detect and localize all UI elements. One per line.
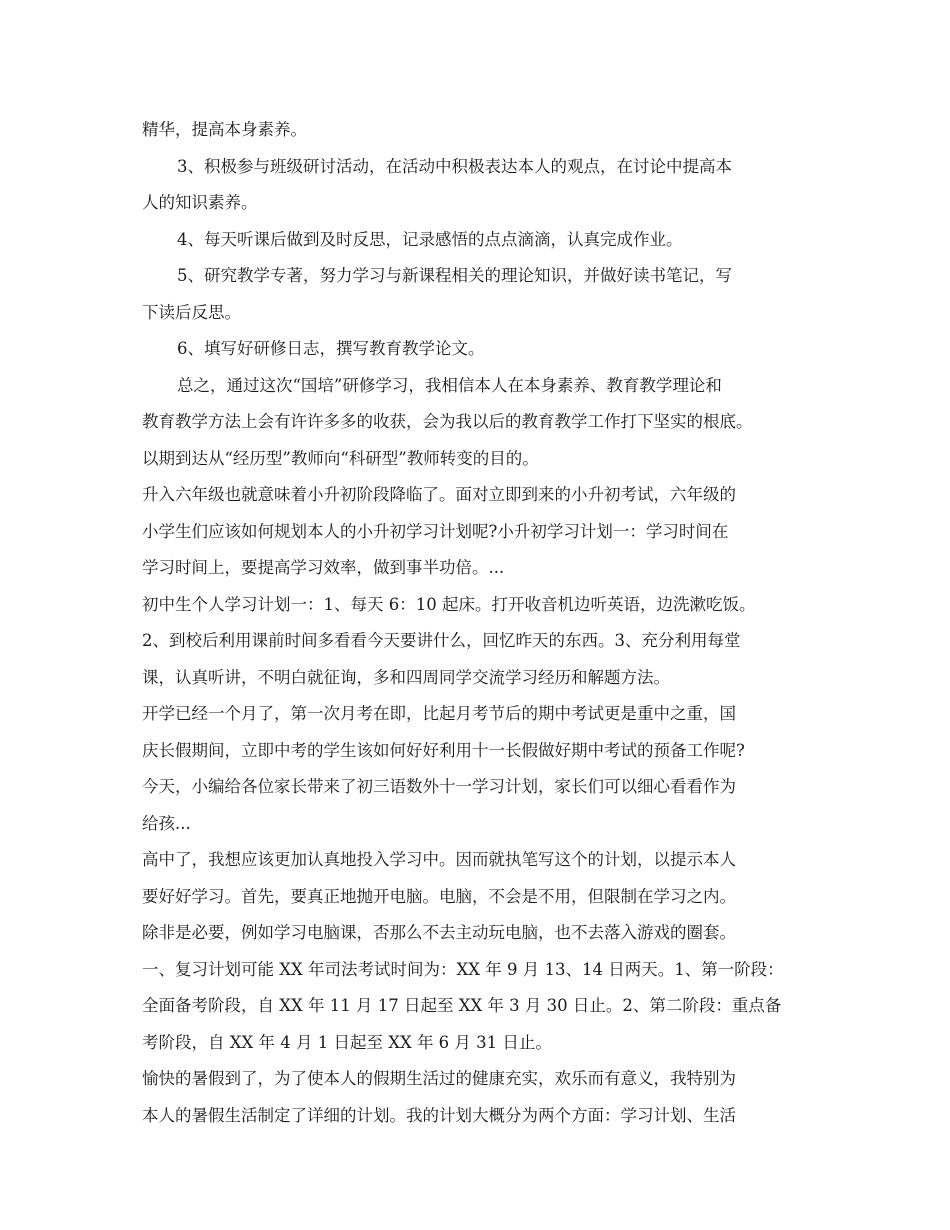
text-line: 愉快的暑假到了，为了使本人的假期生活过的健康充实，欢乐而有意义，我特别为 — [142, 1069, 736, 1088]
text-line: 6、填写好研修日志，撰写教育教学论文。 — [177, 339, 485, 358]
text-line: 精华，提高本身素养。 — [142, 120, 307, 139]
text-line: 5、研究教学专著，努力学习与新课程相关的理论知识，并做好读书笔记，写 — [177, 266, 732, 285]
text-line: 教育教学方法上会有许许多多的收获，会为我以后的教育教学工作打下坚实的根底。 — [142, 412, 753, 431]
text-line: 高中了，我想应该更加认真地投入学习中。因而就执笔写这个的计划，以提示本人 — [142, 850, 736, 869]
text-line: 除非是必要，例如学习电脑课，否那么不去主动玩电脑，也不去落入游戏的圈套。 — [142, 923, 736, 942]
text-line: 考阶段，自 XX 年 4 月 1 日起至 XX 年 6 月 31 日止。 — [142, 1032, 552, 1052]
text-line: 小学生们应该如何规划本人的小升初学习计划呢?小升初学习计划一：学习时间在 — [142, 521, 729, 541]
text-line: 2、到校后利用课前时间多看看今天要讲什么，回忆昨天的东西。3、充分利用每堂 — [142, 631, 741, 650]
text-line: 初中生个人学习计划一：1、每天 6：10 起床。打开收音机边听英语，边洗漱吃饭。 — [142, 594, 756, 614]
text-line: 今天，小编给各位家长带来了初三语数外十一学习计划，家长们可以细心看看作为 — [142, 777, 736, 796]
text-line: 课，认真听讲，不明白就征询，多和四周同学交流学习经历和解题方法。 — [142, 667, 670, 687]
text-line: 升入六年级也就意味着小升初阶段降临了。面对立即到来的小升初考试，六年级的 — [142, 485, 736, 504]
text-line: 人的知识素养。 — [142, 193, 258, 212]
text-line: 要好好学习。首先，要真正地抛开电脑。电脑，不会是不用，但限制在学习之内。 — [142, 886, 736, 906]
text-line: 一、复习计划可能 XX 年司法考试时间为：XX 年 9 月 13、14 日两天。1、第一阶段： — [142, 959, 784, 979]
text-line: 全面备考阶段，自 XX 年 11 月 17 日起至 XX 年 3 月 30 日止。2、第二阶段：重点备 — [142, 996, 782, 1015]
text-line: 下读后反思。 — [142, 302, 241, 322]
text-line: 4、每天听课后做到及时反思，记录感悟的点点滴滴，认真完成作业。 — [177, 229, 683, 249]
text-line: 以期到达从“经历型”教师向“科研型”教师转变的目的。 — [142, 448, 539, 468]
text-line: 庆长假期间，立即中考的学生该如何好好利用十一长假做好期中考试的预备工作呢? — [142, 740, 745, 760]
text-line: 本人的暑假生活制定了详细的计划。我的计划大概分为两个方面：学习计划、生活 — [142, 1105, 736, 1125]
document-body — [142, 112, 814, 1134]
text-line: 学习时间上，要提高学习效率，做到事半功倍。... — [142, 558, 505, 577]
text-line: 3、积极参与班级研讨活动，在活动中积极表达本人的观点，在讨论中提高本 — [177, 156, 732, 176]
text-line: 开学已经一个月了，第一次月考在即，比起月考节后的期中考试更是重中之重，国 — [142, 704, 736, 723]
text-line: 给孩... — [142, 813, 191, 833]
text-line: 总之，通过这次“国培”研修学习，我相信本人在本身素养、教育教学理论和 — [177, 375, 722, 395]
